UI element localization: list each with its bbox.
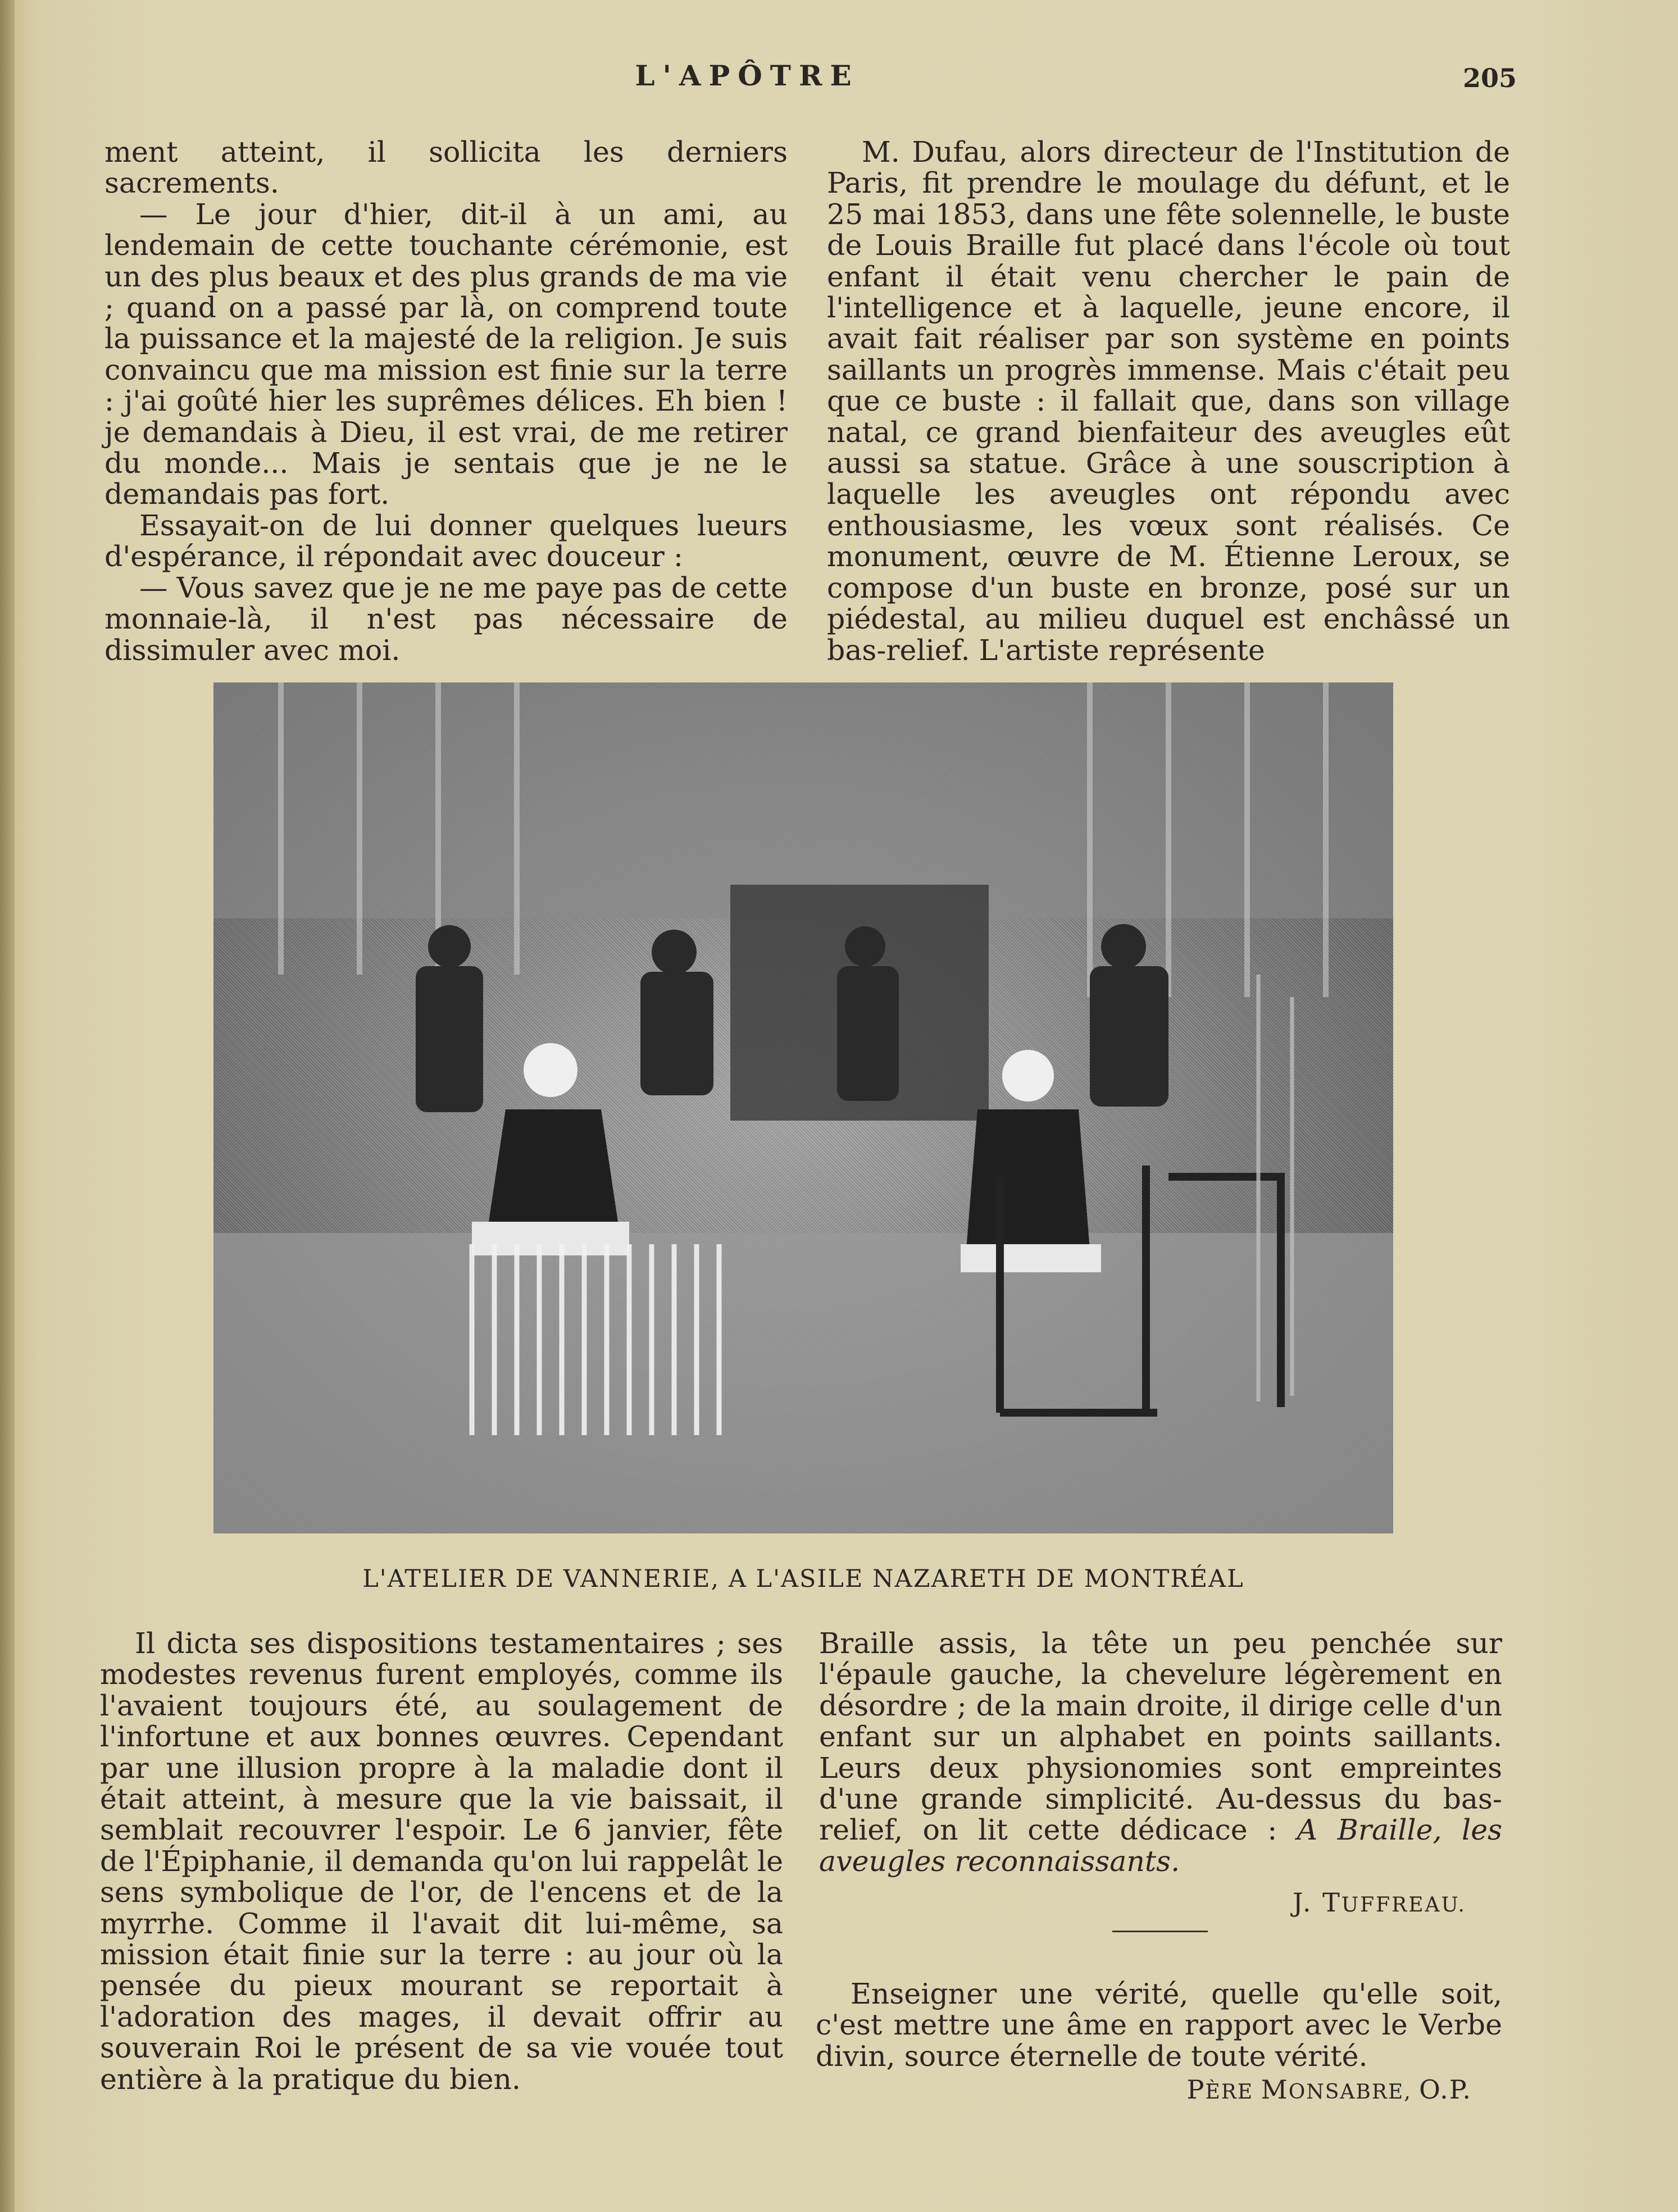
paragraph-text: Braille assis, la tête un peu penchée sur l'épaule gauche, la chevelure légèrement en désordre ; de la main droite, il dirige celle d'un enfant sur un alphabet en points saillants. Leurs deux physionomies sont empreintes d'une grande simplicité. Au-dessus du bas-relief, on lit cette dédicace : <box>819 1627 1502 1847</box>
photo-caption: L'ATELIER DE VANNERIE, A L'ASILE NAZARETH DE MONTRÉAL <box>362 1565 1244 1593</box>
section-divider <box>1112 1931 1208 1932</box>
attribution-part: O.P. <box>1419 2074 1472 2105</box>
attribution-part: M <box>1261 2074 1289 2105</box>
running-header-title: L'APÔTRE <box>635 59 860 92</box>
signature-rest: UFFREAU. <box>1341 1894 1466 1917</box>
dedication-text: A Braille, les aveugles reconnaissants. <box>819 1813 1502 1878</box>
paragraph: ment atteint, il sollicita les derniers sacrements. <box>104 135 788 200</box>
paragraph: — Vous savez que je ne me paye pas de cette monnaie-là, il n'est pas nécessaire de dissimuler avec moi. <box>104 571 788 667</box>
photo-illustration <box>213 682 1393 1533</box>
column-bottom-left <box>100 1628 783 2095</box>
binding-gutter <box>0 0 15 2212</box>
paragraph: Essayait-on de lui donner quelques lueurs d'espérance, il répondait avec douceur : <box>104 508 788 574</box>
workshop-photograph <box>213 682 1393 1533</box>
paragraph: — Le jour d'hier, dit-il à un ami, au lendemain de cette touchante cérémonie, est un des plus beaux et des plus grands de ma vie ; quand on a passé par là, on comprend toute la puissance et la majesté de la religion. Je suis convaincu que ma mission est finie sur la terre : j'ai goûté hier les suprêmes délices. Eh bien ! je demandais à Dieu, il est vrai, de me retirer du monde... Mais je sentais que je ne le demandais pas fort. <box>104 197 788 511</box>
column-top-right <box>827 136 1510 666</box>
attribution-part: P <box>1186 2074 1206 2105</box>
signature-initial: J. T <box>1293 1887 1342 1918</box>
column-top-left <box>104 136 788 666</box>
attribution-part: ONSABRE, <box>1288 2081 1420 2104</box>
column-bottom-right <box>819 1628 1502 1877</box>
quote-text: Enseigner une vérité, quelle qu'elle soit, c'est mettre une âme en rapport avec le Verbe divin, source éternelle de toute vérité. <box>816 1977 1502 2073</box>
attribution-part: ÈRE <box>1205 2081 1261 2104</box>
page-number: 205 <box>1462 63 1517 93</box>
quote-attribution <box>1067 2074 1472 2105</box>
paragraph: M. Dufau, alors directeur de l'Institution de Paris, fit prendre le moulage du défunt, et le 25 mai 1853, dans une fête solennelle, le buste de Louis Braille fut placé dans l'école où tout enfant il était venu chercher le pain de l'intelligence et à laquelle, jeune encore, il avait fait réaliser par son système en points saillants un progrès immense. Mais c'était peu que ce buste : il fallait que, dans son village natal, ce grand bienfaiteur des aveugles eût aussi sa statue. Grâce à une souscription à laquelle les aveugles ont répondu avec enthousiasme, les vœux sont réalisés. Ce monument, œuvre de M. Étienne Leroux, se compose d'un buste en bronze, posé sur un piédestal, au milieu duquel est enchâssé un bas-relief. L'artiste représente <box>827 135 1510 667</box>
closing-quote <box>816 1978 1502 2072</box>
author-signature <box>1180 1887 1466 1918</box>
paragraph <box>819 1628 1502 1877</box>
paragraph: Il dicta ses dispositions testamentaires ; ses modestes revenus furent employés, comme ils l'avaient toujours été, au soulagement de l'infortune et aux bonnes œuvres. Cependant par une illusion propre à la maladie dont il était atteint, à mesure que la vie baissait, il semblait recouvrer l'espoir. Le 6 janvier, fête de l'Épiphanie, il demanda qu'on lui rappelât le sens symbolique de l'or, de l'encens et de la myrrhe. Comme il l'avait dit lui-même, sa mission était finie sur la terre : au jour où la pensée du pieux mourant se reportait à l'adoration des mages, il devait offrir au souverain Roi le présent de sa vie vouée tout entière à la pratique du bien. <box>100 1627 783 2096</box>
